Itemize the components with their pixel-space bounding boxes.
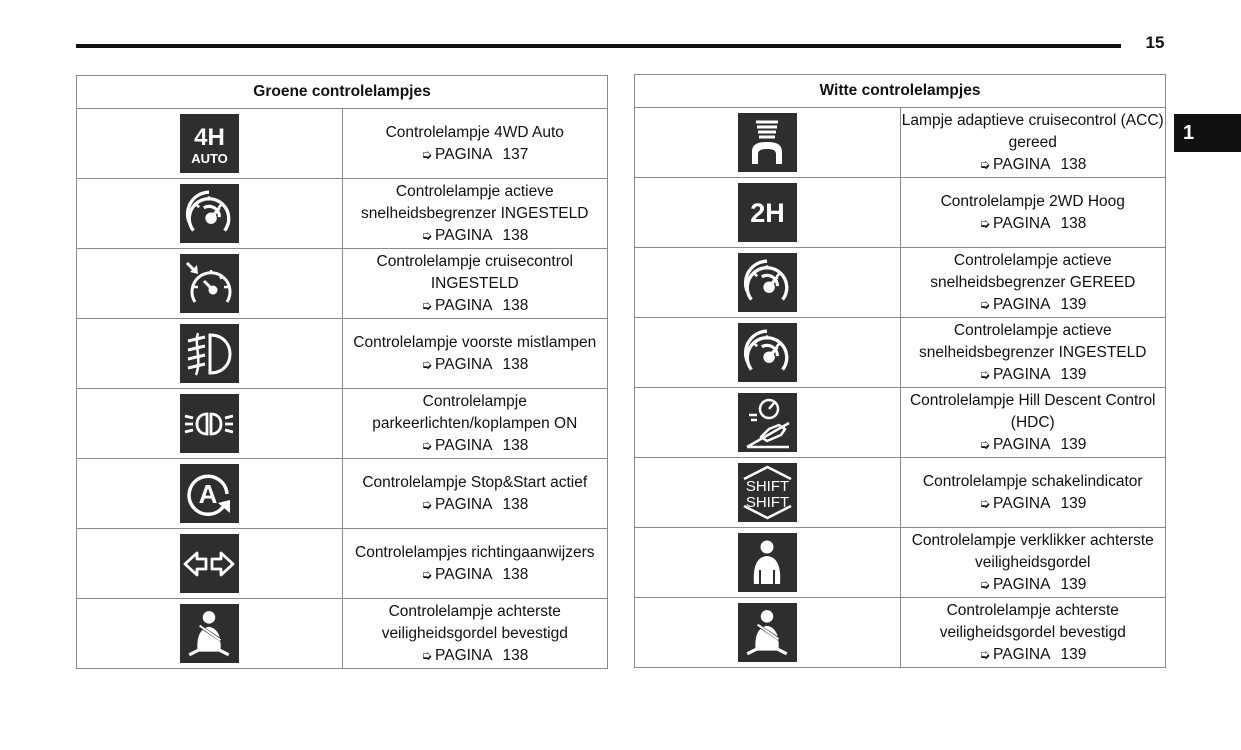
shift-text-up: SHIFT <box>745 478 789 495</box>
lamp-description <box>900 458 1166 528</box>
page-reference[interactable]: ➭ PAGINA 137 <box>421 144 528 166</box>
seatbelt-fastened-icon <box>180 604 239 663</box>
table-row <box>77 529 608 599</box>
lamp-description <box>342 389 608 459</box>
table-row <box>635 248 1166 318</box>
page-reference[interactable]: ➭ PAGINA 138 <box>421 564 528 586</box>
table-row <box>635 388 1166 458</box>
lamp-label: Controlelampje actieve snelheidsbegrenzer INGESTELD <box>361 182 589 222</box>
arrow-right-icon: ➭ <box>979 495 991 511</box>
white-lamps-table <box>634 74 1166 668</box>
page-reference[interactable]: ➭ PAGINA 138 <box>979 154 1086 176</box>
lamp-label: Lampje adaptieve cruisecontrol (ACC) gereed <box>901 111 1164 151</box>
arrow-right-icon: ➭ <box>979 366 991 382</box>
table-row <box>77 389 608 459</box>
page-reference[interactable]: ➭ PAGINA 139 <box>979 364 1086 386</box>
arrow-right-icon: ➭ <box>421 496 433 512</box>
lamp-description <box>342 529 608 599</box>
page-reference[interactable]: ➭ PAGINA 138 <box>421 645 528 667</box>
table-row <box>77 599 608 669</box>
lamp-description <box>342 319 608 389</box>
arrow-right-icon: ➭ <box>421 566 433 582</box>
lamp-label: Controlelampje cruisecontrol INGESTELD <box>376 252 573 292</box>
table-row <box>635 458 1166 528</box>
lamp-label: Controlelampje achterste veiligheidsgordel bevestigd <box>939 601 1126 641</box>
table-row <box>77 319 608 389</box>
arrow-right-icon: ➭ <box>421 227 433 243</box>
table-row <box>635 178 1166 248</box>
arrow-right-icon: ➭ <box>421 437 433 453</box>
lamp-description <box>342 459 608 529</box>
hill-descent-icon <box>738 393 797 452</box>
lamp-label: Controlelampje actieve snelheidsbegrenzer GEREED <box>930 251 1136 291</box>
lamp-description <box>900 318 1166 388</box>
table-row <box>77 249 608 319</box>
green-table-title: Groene controlelampjes <box>77 76 608 109</box>
green-lamps-table <box>76 75 608 669</box>
parking-lights-icon <box>180 394 239 453</box>
header-rule <box>76 44 1121 48</box>
page-reference[interactable]: ➭ PAGINA 139 <box>979 493 1086 515</box>
lamp-description <box>900 528 1166 598</box>
speed-limiter-icon <box>180 184 239 243</box>
table-row <box>635 528 1166 598</box>
arrow-right-icon: ➭ <box>979 436 991 452</box>
lamp-label: Controlelampje Hill Descent Control (HDC) <box>909 391 1156 431</box>
page-reference[interactable]: ➭ PAGINA 138 <box>421 354 528 376</box>
stop-start-letter: A <box>198 478 218 509</box>
lamp-description <box>900 178 1166 248</box>
2wd-high-text: 2H <box>749 198 785 228</box>
page-reference[interactable]: ➭ PAGINA 139 <box>979 574 1086 596</box>
rear-seatbelt-reminder-icon <box>738 533 797 592</box>
arrow-right-icon: ➭ <box>979 296 991 312</box>
arrow-right-icon: ➭ <box>421 146 433 162</box>
speed-limiter-icon <box>738 323 797 382</box>
arrow-right-icon: ➭ <box>421 356 433 372</box>
page-reference[interactable]: ➭ PAGINA 139 <box>979 294 1086 316</box>
table-row <box>635 318 1166 388</box>
table-row <box>635 598 1166 668</box>
arrow-right-icon: ➭ <box>979 576 991 592</box>
arrow-right-icon: ➭ <box>979 646 991 662</box>
front-fog-lamp-icon <box>180 324 239 383</box>
arrow-right-icon: ➭ <box>979 156 991 172</box>
stop-start-icon <box>180 464 239 523</box>
page-reference[interactable]: ➭ PAGINA 138 <box>421 295 528 317</box>
lamp-label: Controlelampje Stop&Start actief <box>362 473 588 491</box>
lamp-label: Controlelampje verklikker achterste veiligheidsgordel <box>911 531 1154 571</box>
arrow-right-icon: ➭ <box>421 647 433 663</box>
table-row <box>635 108 1166 178</box>
page-reference[interactable]: ➭ PAGINA 138 <box>421 225 528 247</box>
lamp-label: Controlelampje achterste veiligheidsgordel bevestigd <box>381 602 568 642</box>
cruise-control-icon <box>180 254 239 313</box>
2wd-high-icon <box>738 183 797 242</box>
speed-limiter-icon <box>738 253 797 312</box>
shift-text-down: SHIFT <box>745 494 789 511</box>
lamp-description <box>342 179 608 249</box>
lamp-description <box>900 598 1166 668</box>
page-reference[interactable]: ➭ PAGINA 139 <box>979 644 1086 666</box>
lamp-label: Controlelampjes richtingaanwijzers <box>355 543 595 561</box>
lamp-description <box>900 388 1166 458</box>
lamp-label: Controlelampje 4WD Auto <box>385 123 564 141</box>
lamp-label: Controlelampje voorste mistlampen <box>353 333 597 351</box>
page-number: 15 <box>1145 33 1165 52</box>
lamp-label: Controlelampje schakelindicator <box>922 472 1143 490</box>
acc-ready-icon <box>738 113 797 172</box>
4wd-auto-small-text: AUTO <box>190 151 228 166</box>
arrow-right-icon: ➭ <box>979 215 991 231</box>
table-row <box>77 459 608 529</box>
page-reference[interactable]: ➭ PAGINA 139 <box>979 434 1086 456</box>
page-reference[interactable]: ➭ PAGINA 138 <box>421 494 528 516</box>
4wd-auto-big-text: 4H <box>193 124 225 151</box>
lamp-description <box>342 109 608 179</box>
table-row <box>77 109 608 179</box>
lamp-description <box>342 249 608 319</box>
lamp-label: Controlelampje actieve snelheidsbegrenzer INGESTELD <box>919 321 1147 361</box>
page-reference[interactable]: ➭ PAGINA 138 <box>979 213 1086 235</box>
lamp-label: Controlelampje 2WD Hoog <box>940 192 1125 210</box>
lamp-description <box>900 108 1166 178</box>
page-reference[interactable]: ➭ PAGINA 138 <box>421 435 528 457</box>
shift-indicator-icon <box>738 463 797 522</box>
lamp-description <box>900 248 1166 318</box>
turn-signal-icon <box>180 534 239 593</box>
lamp-description <box>342 599 608 669</box>
seatbelt-fastened-icon <box>738 603 797 662</box>
chapter-tab: 1 <box>1174 114 1241 152</box>
white-table-title: Witte controlelampjes <box>635 75 1166 108</box>
4wd-auto-icon <box>180 114 239 173</box>
arrow-right-icon: ➭ <box>421 297 433 313</box>
table-row <box>77 179 608 249</box>
lamp-label: Controlelampje parkeerlichten/koplampen ON <box>372 392 578 432</box>
